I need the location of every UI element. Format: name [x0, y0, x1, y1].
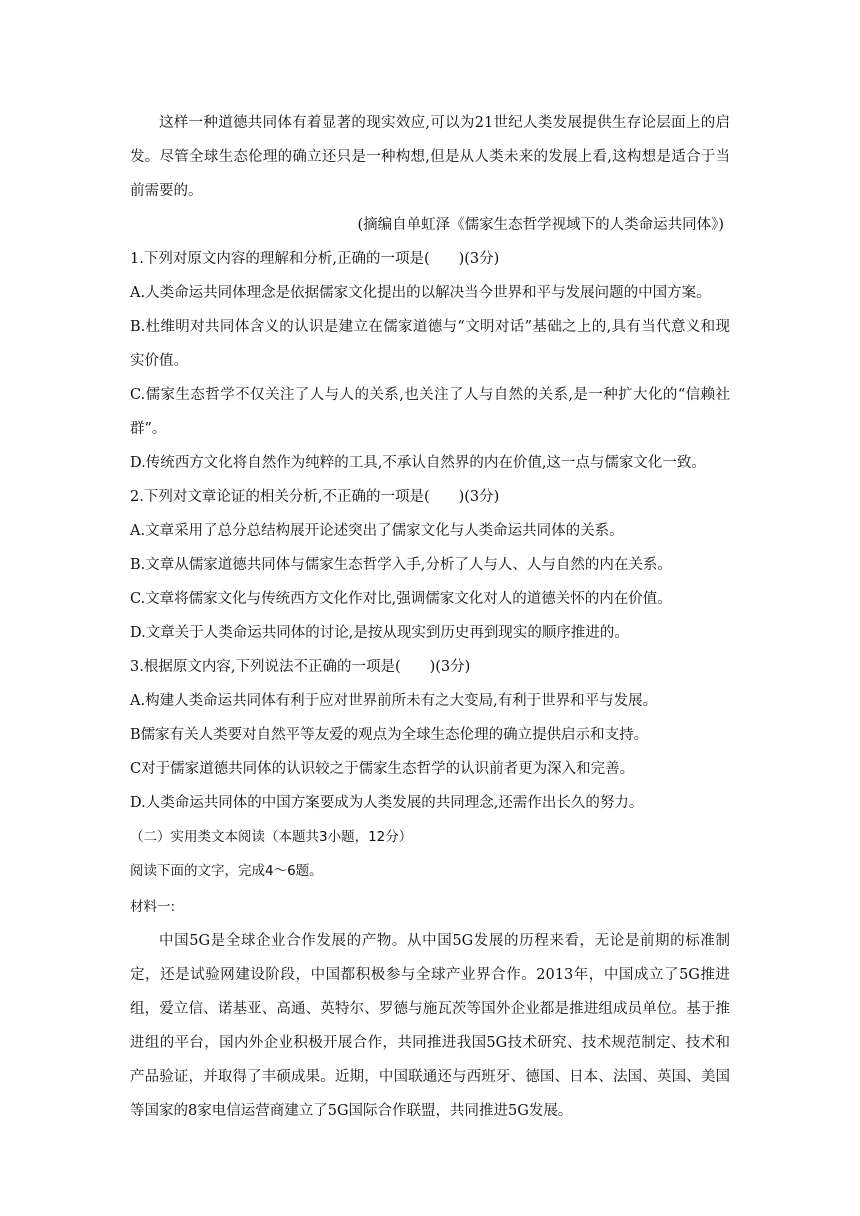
question-1-stem: 1.下列对原文内容的理解和分析,正确的一项是( )(3分) [130, 251, 500, 267]
question-2-option-b: B.文章从儒家道德共同体与儒家生态哲学入手,分析了人与人、人与自然的内在关系。 [130, 557, 672, 573]
material-1-paragraph: 中国5G是全球企业合作发展的产物。从中国5G发展的历程来看，无论是前期的标准制定，还是试验网建设阶段，中国都积极参与全球产业界合作。2013年，中国成立了5G推进组，爱立信、诺基亚、高通、英特尔、罗德与施瓦茨等国外企业都是推进组成员单位。基于推进组的平台，国内外企业积极开展合作，共同推进我国5G技术研究、技术规范制定、技术和产品验证，并取得了丰硕成果。近期，中国联通还与西班牙、德国、日本、法国、英国、美国等国家的8家电信运营商建立了5G国际合作联盟，共同推进5G发展。 [130, 933, 730, 1119]
question-1-option-b: B.杜维明对共同体含义的认识是建立在儒家道德与“文明对话”基础之上的,具有当代意义和现实价值。 [130, 319, 730, 369]
question-3-option-d: D.人类命运共同体的中国方案要成为人类发展的共同理念,还需作出长久的努力。 [130, 795, 644, 811]
question-3-option-c: C对于儒家道德共同体的认识较之于儒家生态哲学的认识前者更为深入和完善。 [130, 761, 635, 777]
question-1-option-a: A.人类命运共同体理念是依据儒家文化提出的以解决当今世界和平与发展问题的中国方案。 [130, 285, 711, 301]
section-2-instruction: 阅读下面的文字，完成4～6题。 [130, 863, 323, 879]
question-2-option-d: D.文章关于人类命运共同体的讨论,是按从现实到历史再到现实的顺序推进的。 [130, 625, 629, 641]
question-1-option-d: D.传统西方文化将自然作为纯粹的工具,不承认自然界的内在价值,这一点与儒家文化一致。 [130, 455, 706, 471]
passage-source: (摘编自单虹泽《儒家生态哲学视域下的人类命运共同体》) [357, 217, 724, 233]
question-3-stem: 3.根据原文内容,下列说法不正确的一项是( )(3分) [130, 659, 471, 675]
material-1-label: 材料一: [130, 899, 176, 915]
question-2-stem: 2.下列对文章论证的相关分析,不正确的一项是( )(3分) [130, 489, 500, 505]
question-1-option-c: C.儒家生态哲学不仅关注了人与人的关系,也关注了人与自然的关系,是一种扩大化的“信赖社群”。 [130, 387, 730, 437]
document-page [130, 106, 730, 1128]
section-2-title: （二）实用类文本阅读（本题共3小题，12分） [130, 829, 413, 845]
question-3-option-b: B儒家有关人类要对自然平等友爱的观点为全球生态伦理的确立提供启示和支持。 [130, 727, 649, 743]
question-3-option-a: A.构建人类命运共同体有利于应对世界前所未有之大变局,有利于世界和平与发展。 [130, 693, 658, 709]
question-2-option-c: C.文章将儒家文化与传统西方文化作对比,强调儒家文化对人的道德关怀的内在价值。 [130, 591, 672, 607]
passage-closing-paragraph: 这样一种道德共同体有着显著的现实效应,可以为21世纪人类发展提供生存论层面上的启发。尽管全球生态伦理的确立还只是一种构想,但是从人类未来的发展上看,这构想是适合于当前需要的。 [130, 115, 730, 199]
question-2-option-a: A.文章采用了总分总结构展开论述突出了儒家文化与人类命运共同体的关系。 [130, 523, 624, 539]
